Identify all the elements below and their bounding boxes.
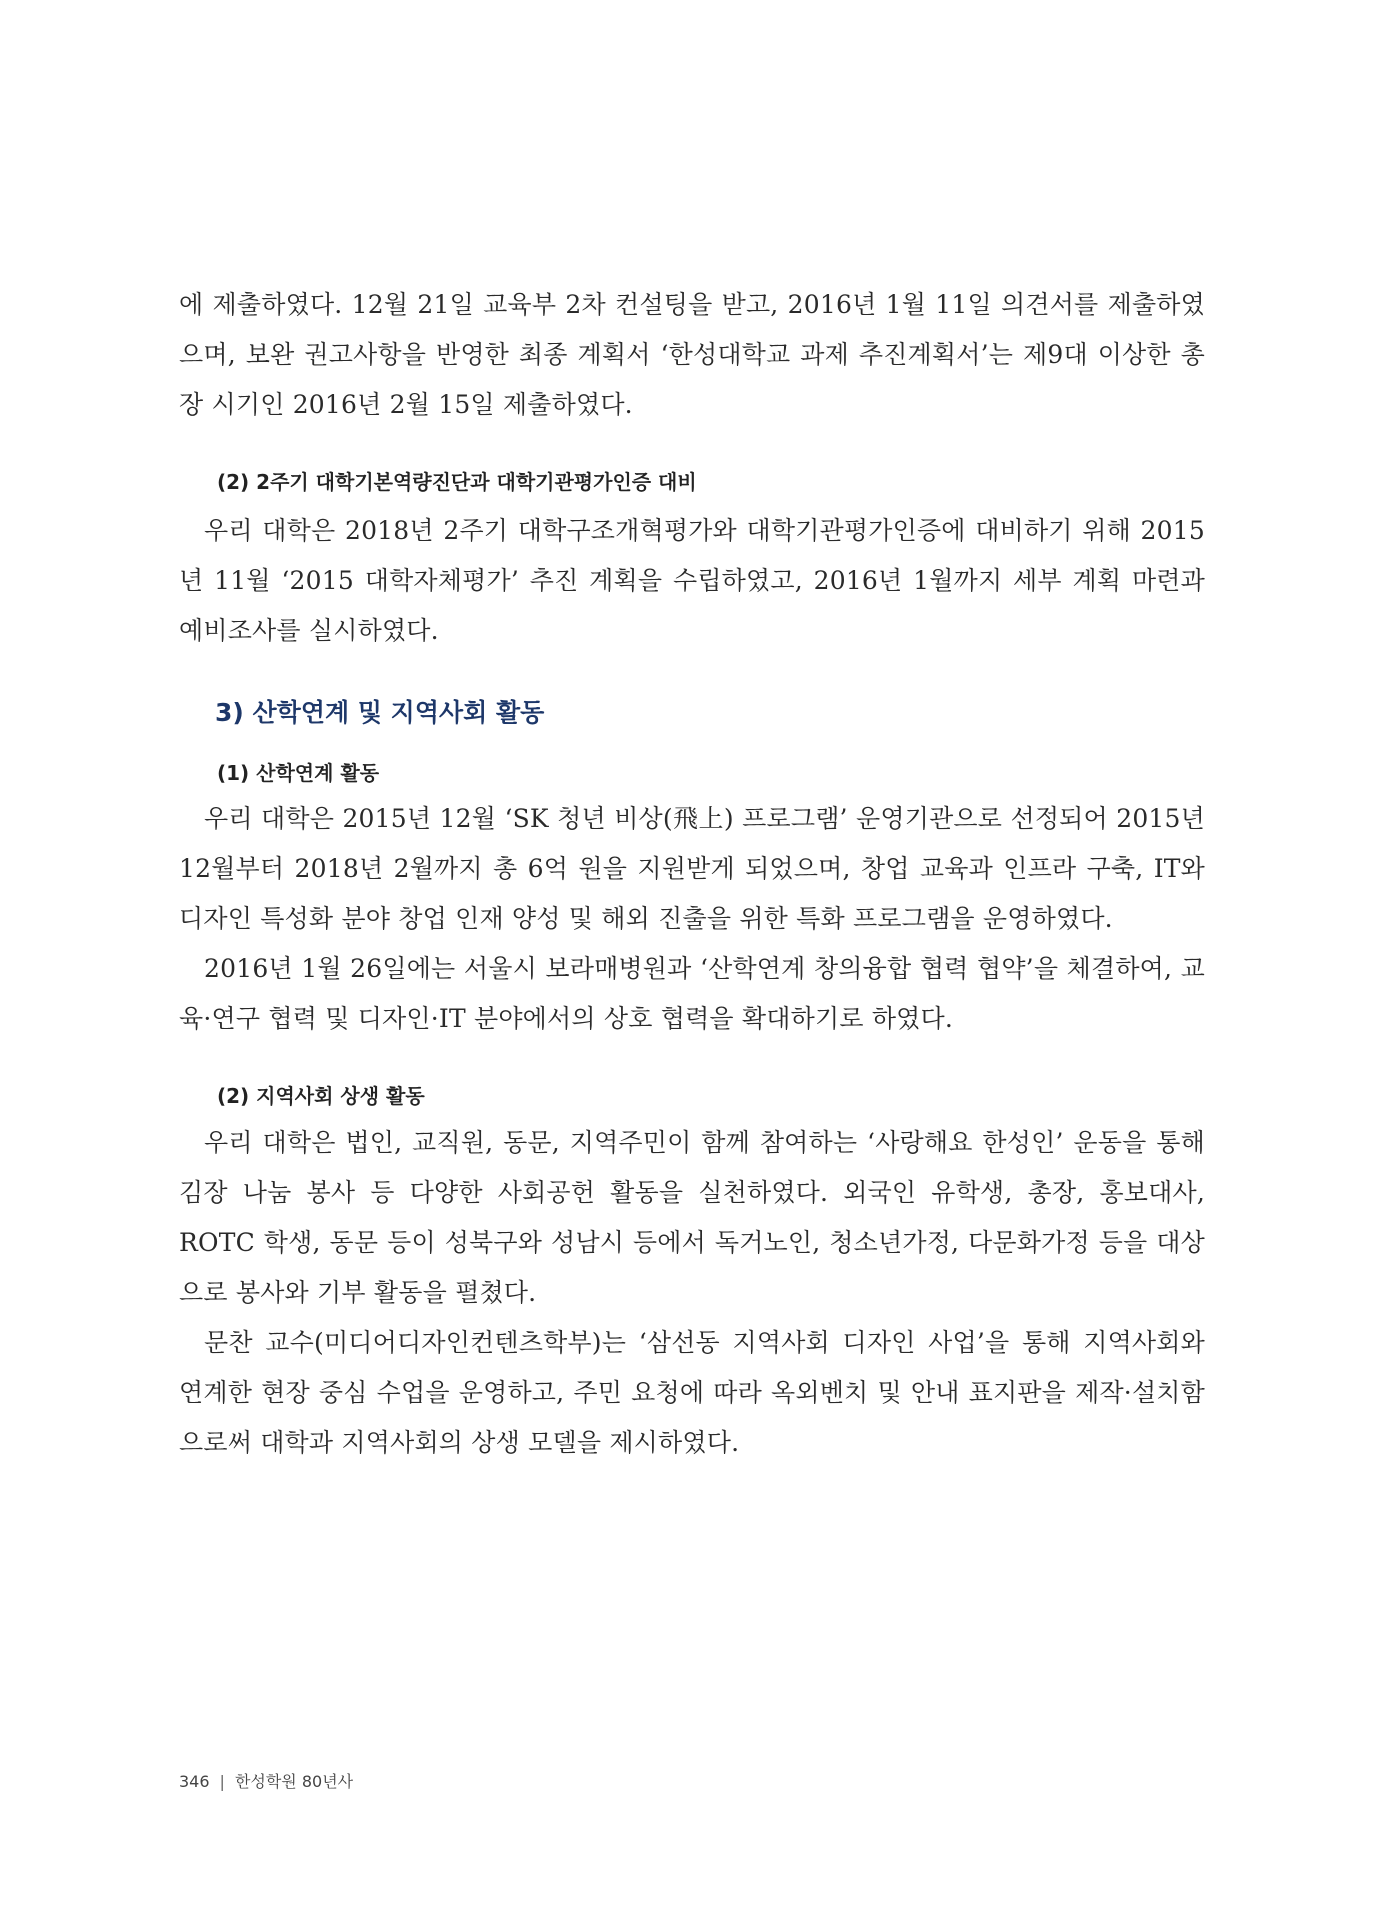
- section-heading-industry-community: 3) 산학연계 및 지역사회 활동: [215, 698, 545, 727]
- book-title: 한성학원 80년사: [234, 1772, 354, 1791]
- paragraph-sk-program: 우리 대학은 2015년 12월 ‘SK 청년 비상(飛上) 프로그램’ 운영기관으로 선정되어 2015년 12월부터 2018년 2월까지 총 6억 원을 지원받게 되었으며, 창업 교육과 인프라 구축, IT와 디자인 특성화 분야 창업 인재 양성 및 해외 진출을 위한 특화 프로그램을 운영하였다.: [179, 804, 1205, 933]
- paragraph-submission: 에 제출하였다. 12월 21일 교육부 2차 컨설팅을 받고, 2016년 1월 11일 의견서를 제출하였으며, 보완 권고사항을 반영한 최종 계획서 ‘한성대학교 과제 추진계획서’는 제9대 이상한 총장 시기인 2016년 2월 15일 제출하였다.: [179, 290, 1205, 419]
- page-number: 346: [179, 1772, 210, 1791]
- subheading-2nd-cycle-evaluation: (2) 2주기 대학기본역량진단과 대학기관평가인증 대비: [217, 470, 697, 494]
- subheading-community-coexistence: (2) 지역사회 상생 활동: [217, 1084, 425, 1108]
- paragraph-self-evaluation: 우리 대학은 2018년 2주기 대학구조개혁평가와 대학기관평가인증에 대비하기 위해 2015년 11월 ‘2015 대학자체평가’ 추진 계획을 수립하였고, 2016년 1월까지 세부 계획 마련과 예비조사를 실시하였다.: [179, 516, 1205, 645]
- footer-separator: |: [219, 1772, 225, 1791]
- subheading-industry-cooperation: (1) 산학연계 활동: [217, 761, 380, 785]
- page-footer: [179, 1769, 353, 1792]
- paragraph-samseon-design: 문찬 교수(미디어디자인컨텐츠학부)는 ‘삼선동 지역사회 디자인 사업’을 통해 지역사회와 연계한 현장 중심 수업을 운영하고, 주민 요청에 따라 옥외벤치 및 안내 표지판을 제작·설치함으로써 대학과 지역사회의 상생 모델을 제시하였다.: [179, 1328, 1205, 1457]
- paragraph-love-hansung: 우리 대학은 법인, 교직원, 동문, 지역주민이 함께 참여하는 ‘사랑해요 한성인’ 운동을 통해 김장 나눔 봉사 등 다양한 사회공헌 활동을 실천하였다. 외국인 유학생, 총장, 홍보대사, ROTC 학생, 동문 등이 성북구와 성남시 등에서 독거노인, 청소년가정, 다문화가정 등을 대상으로 봉사와 기부 활동을 펼쳤다.: [179, 1128, 1205, 1307]
- paragraph-boramae-agreement: 2016년 1월 26일에는 서울시 보라매병원과 ‘산학연계 창의융합 협력 협약’을 체결하여, 교육·연구 협력 및 디자인·IT 분야에서의 상호 협력을 확대하기로 하였다.: [179, 954, 1205, 1033]
